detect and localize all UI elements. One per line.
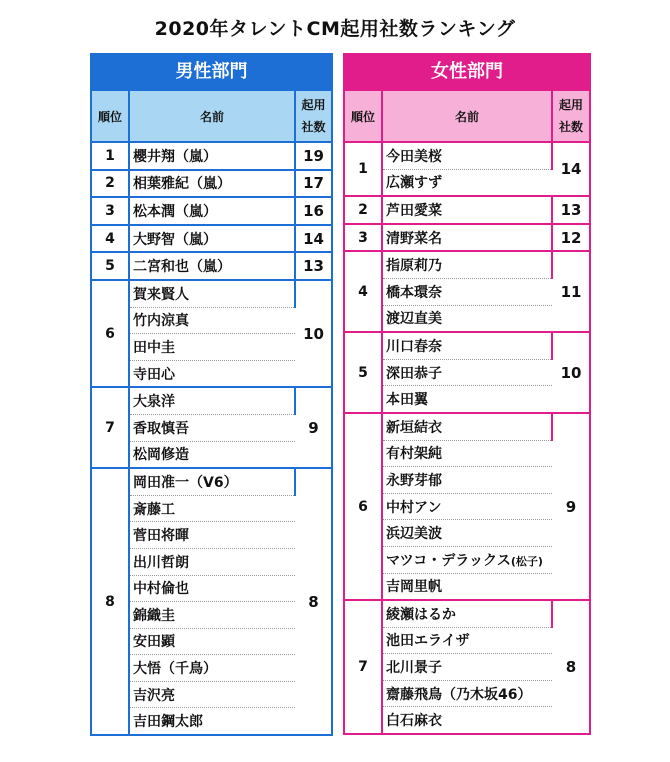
count-cell: 17 bbox=[295, 170, 332, 198]
count-cell: 11 bbox=[552, 251, 590, 332]
name-cell: 有村架純 bbox=[382, 440, 552, 467]
table-row bbox=[91, 252, 332, 280]
name-cell: 渡辺直美 bbox=[382, 305, 552, 332]
rank-cell: 2 bbox=[91, 170, 129, 198]
table-row bbox=[91, 197, 332, 225]
female-ranking-table bbox=[343, 91, 591, 735]
count-cell: 13 bbox=[295, 252, 332, 280]
count-cell: 14 bbox=[295, 225, 332, 253]
rank-cell: 3 bbox=[91, 197, 129, 225]
female-section-header: 女性部門 bbox=[343, 53, 591, 91]
name-note: (松子) bbox=[510, 554, 543, 568]
count-cell: 9 bbox=[552, 413, 590, 600]
name-cell: 松岡修造 bbox=[129, 441, 295, 468]
name-cell: 香取慎吾 bbox=[129, 414, 295, 441]
table-row bbox=[91, 142, 332, 170]
count-cell: 10 bbox=[295, 280, 332, 387]
name-cell: 大野智（嵐） bbox=[129, 225, 295, 253]
name-cell: 安田顕 bbox=[129, 628, 295, 655]
name-cell: 橋本環奈 bbox=[382, 278, 552, 305]
name-cell: 中村アン bbox=[382, 493, 552, 520]
name-cell: 永野芽郁 bbox=[382, 467, 552, 494]
rank-cell: 5 bbox=[344, 332, 382, 413]
name-cell: 松本潤（嵐） bbox=[129, 197, 295, 225]
table-row bbox=[344, 224, 590, 252]
table-row bbox=[344, 196, 590, 224]
name-cell: 広瀬すず bbox=[382, 169, 552, 196]
name-cell: 吉沢亮 bbox=[129, 681, 295, 708]
name-column-header: 名前 bbox=[129, 91, 295, 142]
count-cell: 19 bbox=[295, 142, 332, 170]
male-ranking-table bbox=[90, 91, 333, 736]
rank-cell: 6 bbox=[91, 280, 129, 387]
table-row bbox=[344, 413, 590, 440]
rank-cell: 7 bbox=[91, 387, 129, 468]
name-cell: 本田翼 bbox=[382, 386, 552, 413]
female-column-header-row bbox=[344, 91, 590, 142]
rank-cell: 2 bbox=[344, 196, 382, 224]
count-cell: 8 bbox=[552, 600, 590, 734]
rank-cell: 4 bbox=[344, 251, 382, 332]
count-cell: 16 bbox=[295, 197, 332, 225]
table-row bbox=[344, 251, 590, 278]
count-cell: 9 bbox=[295, 387, 332, 468]
name-cell: 大泉洋 bbox=[129, 387, 295, 414]
name-cell: 岡田准一（V6） bbox=[129, 468, 295, 495]
name-cell: 深田恭子 bbox=[382, 359, 552, 386]
table-row bbox=[344, 142, 590, 169]
male-section-header: 男性部門 bbox=[90, 53, 333, 91]
name-cell: 芦田愛菜 bbox=[382, 196, 552, 224]
name-cell: 竹内涼真 bbox=[129, 307, 295, 334]
rank-cell: 1 bbox=[91, 142, 129, 170]
rank-cell: 1 bbox=[344, 142, 382, 196]
name-column-header: 名前 bbox=[382, 91, 552, 142]
table-row bbox=[91, 387, 332, 414]
name-cell: 寺田心 bbox=[129, 360, 295, 387]
name-cell: マツコ・デラックス(松子) bbox=[382, 546, 552, 573]
name-cell: 池田エライザ bbox=[382, 627, 552, 654]
rank-cell: 7 bbox=[344, 600, 382, 734]
count-cell: 10 bbox=[552, 332, 590, 413]
name-cell: 指原莉乃 bbox=[382, 251, 552, 278]
name-cell: 新垣結衣 bbox=[382, 413, 552, 440]
rank-column-header: 順位 bbox=[344, 91, 382, 142]
count-cell: 14 bbox=[552, 142, 590, 196]
page-title: 2020年タレントCM起用社数ランキング bbox=[154, 18, 516, 40]
rank-column-header: 順位 bbox=[91, 91, 129, 142]
name-cell: 今田美桜 bbox=[382, 142, 552, 169]
name-cell: 白石麻衣 bbox=[382, 707, 552, 734]
name-cell: 清野菜名 bbox=[382, 224, 552, 252]
male-column-header-row bbox=[91, 91, 332, 142]
name-cell: 賀来賢人 bbox=[129, 280, 295, 307]
table-row bbox=[91, 170, 332, 198]
name-cell: 吉岡里帆 bbox=[382, 573, 552, 600]
name-cell: 齋藤飛鳥（乃木坂46） bbox=[382, 680, 552, 707]
rank-cell: 4 bbox=[91, 225, 129, 253]
name-cell: 田中圭 bbox=[129, 334, 295, 361]
count-cell: 12 bbox=[552, 224, 590, 252]
male-ranking-panel bbox=[90, 53, 333, 736]
name-cell: 櫻井翔（嵐） bbox=[129, 142, 295, 170]
name-cell: 菅田将暉 bbox=[129, 522, 295, 549]
table-row bbox=[344, 600, 590, 627]
name-cell: 錦織圭 bbox=[129, 602, 295, 629]
table-row bbox=[91, 468, 332, 495]
count-cell: 13 bbox=[552, 196, 590, 224]
rank-cell: 6 bbox=[344, 413, 382, 600]
name-cell: 川口春奈 bbox=[382, 332, 552, 359]
count-column-header: 起用 社数 bbox=[295, 91, 332, 142]
name-cell: 綾瀬はるか bbox=[382, 600, 552, 627]
name-cell: 中村倫也 bbox=[129, 575, 295, 602]
name-cell: 北川景子 bbox=[382, 654, 552, 681]
name-cell: 吉田鋼太郎 bbox=[129, 708, 295, 735]
count-column-header: 起用 社数 bbox=[552, 91, 590, 142]
name-cell: 出川哲朗 bbox=[129, 548, 295, 575]
rank-cell: 5 bbox=[91, 252, 129, 280]
table-row bbox=[91, 280, 332, 307]
name-cell: 浜辺美波 bbox=[382, 520, 552, 547]
name-cell: 二宮和也（嵐） bbox=[129, 252, 295, 280]
table-row bbox=[91, 225, 332, 253]
name-cell: 大悟（千鳥） bbox=[129, 655, 295, 682]
rank-cell: 8 bbox=[91, 468, 129, 735]
name-cell: 斎藤工 bbox=[129, 495, 295, 522]
female-ranking-panel bbox=[343, 53, 591, 735]
table-row bbox=[344, 332, 590, 359]
name-cell: 相葉雅紀（嵐） bbox=[129, 170, 295, 198]
count-cell: 8 bbox=[295, 468, 332, 735]
rank-cell: 3 bbox=[344, 224, 382, 252]
